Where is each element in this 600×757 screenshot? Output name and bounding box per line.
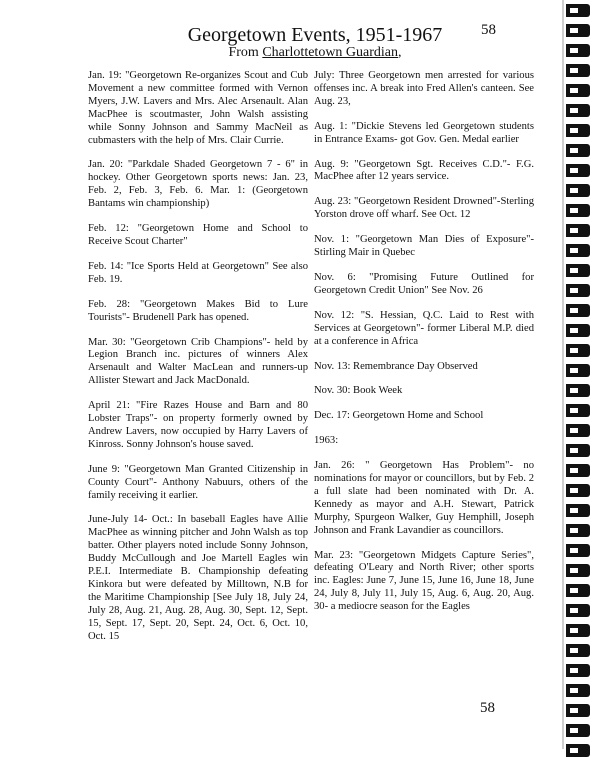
- binding-coil: [566, 44, 590, 57]
- event-entry: June-July 14- Oct.: In baseball Eagles have Allie MacPhee as winning pitcher and John Walsh as top batter. Other players noted include Sonny Johnson, Buddy McCullough and Joe Martell Eagles win P.E.I. Intermediate B. Championship defeating Kinkora but were defeated by Milltown, N.B for the Maritime Championship [See July 18, July 24, July 28, Aug. 21, Aug. 28, Aug. 30, Sept. 12, Sept. 15, Sept. 17, Sept. 20, Sept. 24, Oct. 6, Oct. 10, Oct. 15: [88, 514, 308, 642]
- binding-coil: [566, 144, 590, 157]
- binding-coil: [566, 484, 590, 497]
- binding-coil: [566, 84, 590, 97]
- event-entry: Jan. 26: " Georgetown Has Problem"- no nominations for mayor or councillors, but by Feb. 2 a full slate had been nominated with Dr. A. Kennedy as mayor and A.H. Stewart, Patrick Murphy, Spurgeon Walker, Guy Hemphill, Joseph Johnson and Frank Lavandier as councillors.: [314, 460, 534, 536]
- binding-coil: [566, 204, 590, 217]
- binding-coil: [566, 224, 590, 237]
- binding-coil: [566, 124, 590, 137]
- binding-coil: [566, 724, 590, 737]
- binding-coil: [566, 524, 590, 537]
- binding-coil: [566, 364, 590, 377]
- binding-coil: [566, 404, 590, 417]
- binding-coil: [566, 584, 590, 597]
- event-entry: Feb. 14: "Ice Sports Held at Georgetown" See also Feb. 19.: [88, 260, 308, 285]
- binding-coil: [566, 304, 590, 317]
- left-column: [88, 70, 308, 656]
- subtitle-source: Charlottetown Guardian: [262, 45, 399, 60]
- binding-coil: [566, 644, 590, 657]
- binding-coil: [566, 564, 590, 577]
- binding-coil: [566, 624, 590, 637]
- binding-coil: [566, 444, 590, 457]
- binding-coil: [566, 664, 590, 677]
- binding-coil: [566, 544, 590, 557]
- event-entry: Feb. 12: "Georgetown Home and School to Receive Scout Charter": [88, 223, 308, 247]
- event-entry: Mar. 30: "Georgetown Crib Champions"- held by Legion Branch inc. pictures of winners Alex Arsenault and Walter MacLean and runners-up Allister Stewart and Jack MacDonald.: [88, 336, 308, 387]
- event-entry: Aug. 1: "Dickie Stevens led Georgetown students in Entrance Exams- got Gov. Gen. Medal earlier: [314, 120, 534, 145]
- binding-coil: [566, 604, 590, 617]
- event-entry: June 9: "Georgetown Man Granted Citizenship in County Court"- Anthony Nabuurs, others of the family receiving it earlier.: [88, 463, 308, 501]
- event-entry: Jan. 20: "Parkdale Shaded Georgetown 7 - 6" in hockey. Other Georgetown sports news: Jan. 23, Feb. 2, Feb. 3, Feb. 6. Mar. 1: (Georgetown Bantams win championship): [88, 159, 308, 210]
- page-edge: [562, 0, 564, 749]
- event-entry: Dec. 17: Georgetown Home and School: [314, 410, 484, 422]
- spiral-binding: [566, 0, 600, 749]
- binding-coil: [566, 244, 590, 257]
- binding-coil: [566, 4, 590, 17]
- binding-coil: [566, 164, 590, 177]
- binding-coil: [566, 324, 590, 337]
- event-entry: Aug. 23: "Georgetown Resident Drowned"-Sterling Yorston drove off wharf. See Oct. 12: [314, 196, 534, 221]
- event-entry: Nov. 6: "Promising Future Outlined for Georgetown Credit Union" See Nov. 26: [314, 271, 534, 296]
- binding-coil: [566, 104, 590, 117]
- binding-coil: [566, 24, 590, 37]
- event-entry: July: Three Georgetown men arrested for various offenses inc. A break into Fred Allen's canteen. See Aug. 23,: [314, 70, 534, 107]
- binding-coil: [566, 464, 590, 477]
- binding-coil: [566, 704, 590, 717]
- page-number-top: 58: [481, 22, 496, 38]
- right-column: [314, 70, 534, 626]
- binding-coil: [566, 284, 590, 297]
- binding-coil: [566, 344, 590, 357]
- event-entry: Nov. 13: Remembrance Day Observed: [314, 360, 478, 372]
- page-title: Georgetown Events, 1951-1967: [187, 24, 443, 46]
- binding-coil: [566, 184, 590, 197]
- event-entry: Nov. 1: "Georgetown Man Dies of Exposure"- Stirling Mair in Quebec: [314, 234, 534, 259]
- binding-coil: [566, 744, 590, 757]
- binding-coil: [566, 264, 590, 277]
- binding-coil: [566, 384, 590, 397]
- event-entry: April 21: "Fire Razes House and Barn and 80 Lobster Traps"- on property formerly owned by Andrew Lavers, now occupied by Harry Lavers of Kinross. Sonny Johnson's house saved.: [88, 400, 308, 450]
- binding-coil: [566, 504, 590, 517]
- binding-coil: [566, 64, 590, 77]
- binding-coil: [566, 424, 590, 437]
- binding-coil: [566, 684, 590, 697]
- event-entry: Feb. 28: "Georgetown Makes Bid to Lure Tourists"- Brudenell Park has opened.: [88, 298, 308, 323]
- event-entry: Nov. 12: "S. Hessian, Q.C. Laid to Rest with Services at Georgetown"- former Liberal M.P. died at a conference in Africa: [314, 309, 534, 347]
- event-entry: Nov. 30: Book Week: [314, 385, 403, 397]
- event-entry: Mar. 23: "Georgetown Midgets Capture Series", defeating O'Leary and North River; other sports inc. Eagles: June 7, June 15, June 16, June 18, June 24, July 8, July 11, July 15, Aug. 6, Aug. 20, Aug. 30- a mediocre season for the Eagles: [314, 549, 534, 613]
- page-subtitle: [150, 45, 480, 61]
- year-heading: 1963:: [314, 435, 339, 447]
- subtitle-prefix: From: [228, 45, 259, 60]
- page-number-bottom: 58: [480, 700, 495, 716]
- event-entry: Jan. 19: "Georgetown Re-organizes Scout and Cub Movement a new committee formed with Vernon Myers, J.W. Lavers and Mrs. Alec Arsenault. Alan MacPhee is scoutmaster, John Walsh assisting while Sonny Johnson and Sammy MacNeil as cubmasters with the help of Mrs. Clair Currie.: [88, 70, 308, 146]
- subtitle-suffix: ,: [398, 45, 402, 60]
- event-entry: Aug. 9: "Georgetown Sgt. Receives C.D."- F.G. MacPhee after 12 years service.: [314, 158, 534, 183]
